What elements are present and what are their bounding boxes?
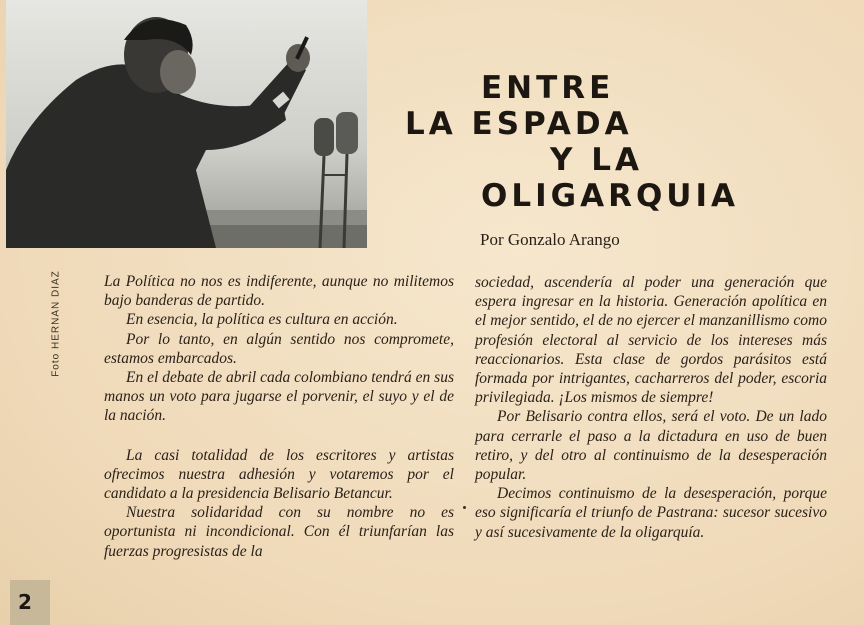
paragraph: En esencia, la política es cultura en acción. <box>126 311 398 329</box>
paragraph: Nuestra solidaridad con su nombre no es oportunista ni incondicional. Con él triunfarían las fuerzas progresistas de la <box>104 504 454 560</box>
orator-at-microphones-photo <box>6 0 367 248</box>
page-number: 2 <box>18 590 32 614</box>
paragraph: Por Belisario contra ellos, será el voto. De un lado para cerrarle el paso a la dictadura en uso de buen retiro, y del otro al continuismo de la desesperación popular. <box>475 408 827 484</box>
author-byline: Por Gonzalo Arango <box>480 230 620 249</box>
paragraph: sociedad, ascendería al poder una generación que espera ingresar en la historia. Generación apolítica en el mejor sentido, el de no ejercer el manzanillismo como profesión electoral al servicio de los intereses más reaccionarios. Esta clase de gordos parásitos está formada por intrigantes, cacharreros del poder, escoria privilegiada. ¡Los mismos de siempre! <box>475 274 827 407</box>
page-number-box <box>10 580 50 625</box>
article-right-column <box>475 273 827 542</box>
paragraph: La Política no nos es indiferente, aunque no militemos bajo banderas de partido. <box>104 273 454 310</box>
title-line-4: OLIGARQUIA <box>481 178 739 214</box>
paragraph: Por lo tanto, en algún sentido nos compromete, estamos embarcados. <box>104 330 454 367</box>
title-line-2: LA ESPADA <box>405 106 633 142</box>
photo-credit <box>46 258 66 398</box>
article-left-column <box>104 272 454 561</box>
photo-credit-text: Foto HERNAN DIAZ <box>50 270 62 377</box>
paragraph: Decimos continuismo de la desesperación, porque eso significaría el triunfo de Pastrana: sucesor sucesivo y así sucesivamente de la oligarquía. <box>475 485 827 541</box>
paragraph: La casi totalidad de los escritores y artistas ofrecimos nuestra adhesión y votaremos por el candidato a la presidencia Belisario Betancur. <box>104 446 454 503</box>
paragraph: En el debate de abril cada colombiano tendrá en sus manos un voto para jugarse el porvenir, el suyo y el de la nación. <box>104 369 454 425</box>
orator-photo <box>6 0 367 248</box>
title-line-1: ENTRE <box>481 70 615 106</box>
title-line-3: Y LA <box>550 142 643 178</box>
column-divider-dot <box>463 506 466 509</box>
